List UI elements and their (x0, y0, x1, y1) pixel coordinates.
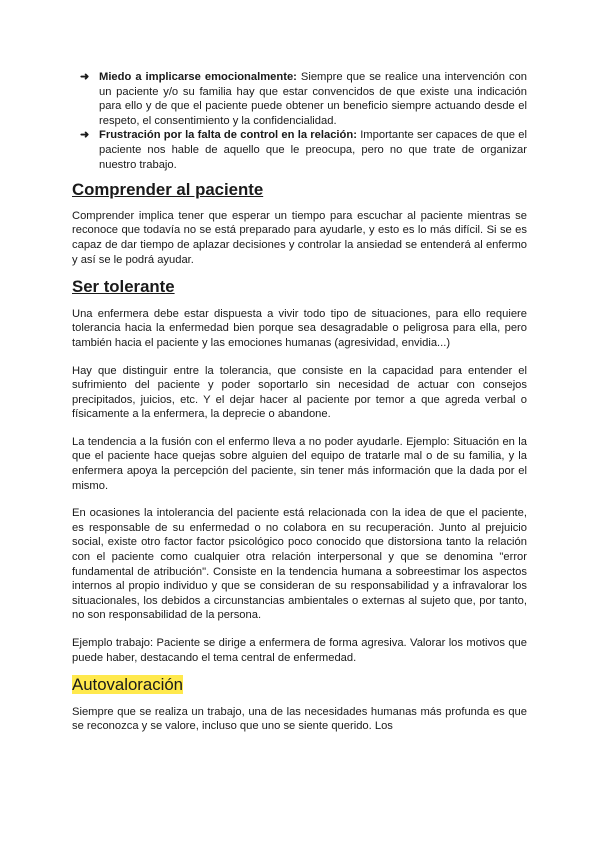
arrow-right-icon: ➜ (80, 129, 90, 142)
paragraph: Una enfermera debe estar dispuesta a vivir todo tipo de situaciones, para ello requiere tolerancia hacia la enfermedad bien porque sea desagradable o peligrosa para ella, pero también hacia el paciente y las emociones humanas (agresividad, envidia...) (72, 307, 527, 349)
list-item-text: Importante ser capaces de que el paciente nos hable de aquello que le preocupa, pero no que trate de organizar nuestro trabajo. (99, 129, 527, 171)
list-item-term: Frustración por la falta de control en la relación: (99, 129, 357, 142)
list-item (80, 70, 527, 128)
highlighted-heading-text: Autovaloración (72, 675, 184, 695)
list-item-term: Miedo a implicarse emocionalmente: (99, 71, 297, 83)
paragraph: Siempre que se realiza un trabajo, una de las necesidades humanas más profunda es que se reconozca y se valore, incluso que uno se siente querido. Los (72, 705, 527, 733)
paragraph: La tendencia a la fusión con el enfermo lleva a no poder ayudarle. Ejemplo: Situación en la que el paciente hace quejas sobre alguien del equipo de tratarle mal o de su familia, y la enfermera apoya la percepción del paciente, sin tener más información que la dada por el mismo. (72, 435, 527, 492)
document-page (72, 70, 527, 734)
section-heading-tolerante: Ser tolerante (72, 277, 175, 297)
bullet-list (80, 70, 527, 172)
arrow-right-icon: ➜ (80, 71, 90, 83)
paragraph: Comprender implica tener que esperar un tiempo para escuchar al paciente mientras se reconoce que todavía no se está preparado para ayudarle, y esto es lo más difícil. Si se es capaz de dar tiempo de aplazar decisiones y controlar la ansiedad se entenderá al enfermo y así se le podrá ayudar. (72, 209, 527, 266)
section-heading-autovaloracion (72, 675, 527, 695)
paragraph: Ejemplo trabajo: Paciente se dirige a enfermera de forma agresiva. Valorar los motivos que puede haber, destacando el tema central de enfermedad. (72, 637, 527, 664)
section-heading-comprender: Comprender al paciente (72, 180, 264, 200)
list-item (80, 128, 527, 172)
list-item-text: Siempre que se realice una intervención con un paciente y/o su familia hay que estar convencidos de que existe una indicación para ello y de que el paciente puede obtener un beneficio siempre actuando desde el respeto, el consentimiento y la confidencialidad. (99, 71, 527, 127)
paragraph: En ocasiones la intolerancia del paciente está relacionada con la idea de que el paciente, es responsable de su enfermedad o no colabora en su recuperación. Junto al prejuicio social, existe otro factor factor psicológico poco conocido que distorsiona tanto la relación con el paciente como cualquier otra relación interpersonal y que se denomina "error fundamental de atribución". Consiste en la tendencia humana a sobreestimar los aspectos internos al propio individuo y que se consideran de su responsabilidad y a infravalorar los situacionales, los debidos a circunstancias ambientales o externas al sujeto que, por tanto, no son responsabilidad de la persona. (72, 507, 527, 622)
paragraph: Hay que distinguir entre la tolerancia, que consiste en la capacidad para entender el sufrimiento del paciente y poder soportarlo sin necesidad de actuar con consejos precipitados, juicios, etc. Y el dejar hacer al paciente por temor a que agreda verbal o físicamente a la enfermera, la deprecie o abandone. (72, 364, 527, 421)
